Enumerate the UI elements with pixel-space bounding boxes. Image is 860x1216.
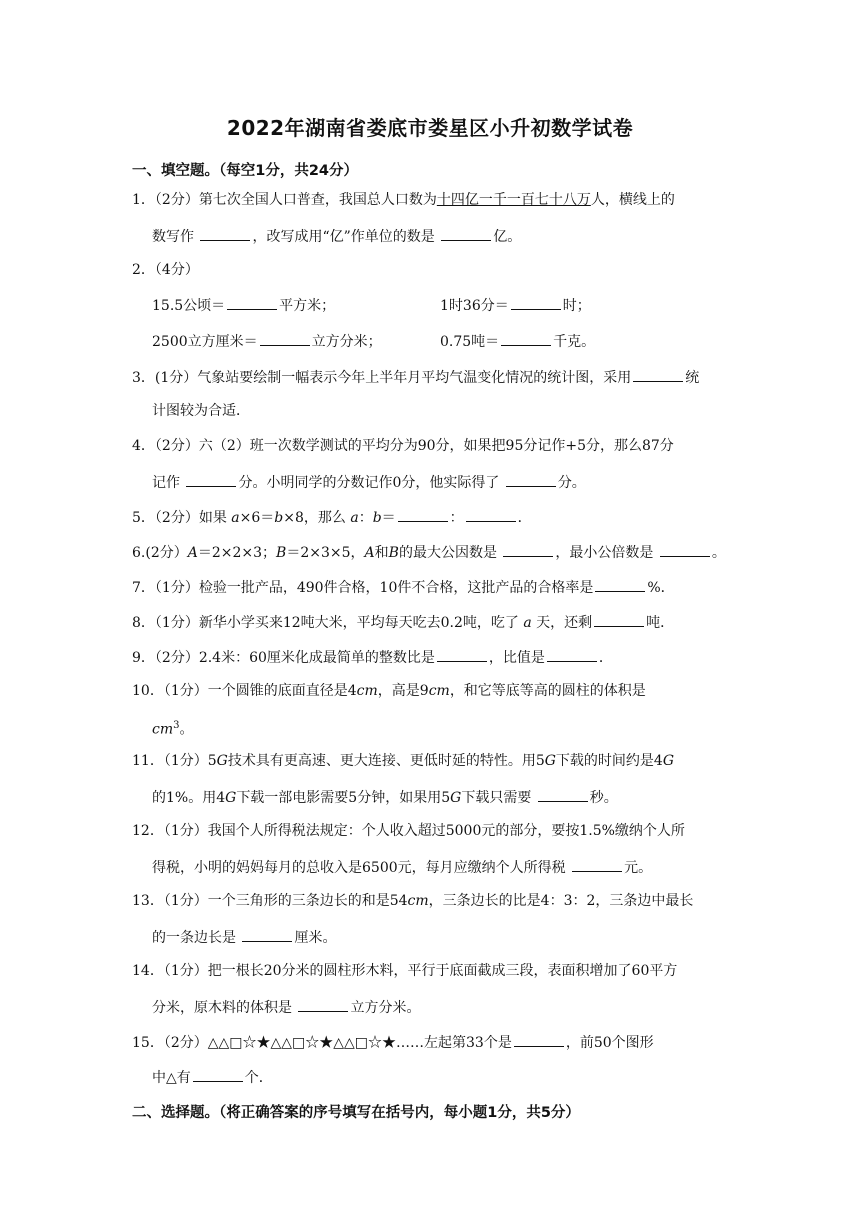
section-multiple-choice: 二、选择题。（将正确答案的序号填写在括号内，每小题1分，共5分） bbox=[132, 1105, 580, 1121]
answer-blank[interactable] bbox=[227, 294, 277, 310]
answer-blank[interactable] bbox=[437, 646, 487, 662]
question-10-line-1: 10．（1分）一个圆锥的底面直径是4cm，高是9cm，和它等底等高的圆柱的体积是 bbox=[132, 683, 646, 699]
question-3-line-2: 计图较为合适． bbox=[152, 403, 250, 419]
question-13-line-2: 的一条边长是 厘米。 bbox=[152, 926, 336, 948]
answer-blank[interactable] bbox=[242, 926, 292, 942]
section-fill-in: 一、填空题。（每空1分，共24分） bbox=[132, 163, 359, 179]
answer-blank[interactable] bbox=[200, 225, 250, 241]
question-12-line-2: 得税，小明的妈妈每月的总收入是6500元，每月应缴纳个人所得税 元。 bbox=[152, 856, 652, 878]
question-9: 9．（2分）2.4米：60厘米化成最简单的整数比是 ，比值是 ． bbox=[132, 646, 613, 668]
question-2-head: 2．（4分） bbox=[132, 262, 199, 278]
underlined-number: 十四亿一千一百七十八万 bbox=[436, 192, 591, 208]
question-1-line-2: 数写作 ，改写成用“亿”作单位的数是 亿。 bbox=[152, 225, 521, 247]
question-1-line-1: 1．（2分）第七次全国人口普查，我国总人口数为十四亿一千一百七十八万人，横线上的 bbox=[132, 192, 675, 208]
answer-blank[interactable] bbox=[503, 541, 553, 557]
answer-blank[interactable] bbox=[398, 506, 448, 522]
question-3-line-1: 3．(1分）气象站要绘制一幅表示今年上半年月平均气温变化情况的统计图，采用 统 bbox=[132, 366, 699, 388]
answer-blank[interactable] bbox=[193, 1066, 243, 1082]
question-10-line-2: $cm^3$。 bbox=[152, 720, 194, 738]
answer-blank[interactable] bbox=[594, 611, 644, 627]
question-4-line-1: 4．（2分）六（2）班一次数学测试的平均分为90分，如果把95分记作+5分，那么87分 bbox=[132, 438, 674, 454]
question-13-line-1: 13．（1分）一个三角形的三条边长的和是54cm，三条边长的比是4：3：2，三条边中最长 bbox=[132, 893, 694, 909]
answer-blank[interactable] bbox=[441, 225, 491, 241]
question-2-row-2: 2500立方厘米＝ 立方分米； bbox=[152, 330, 382, 352]
question-15-line-1: 15．（2分）△△□☆★△△□☆★△△□☆★……左起第33个是 ，前50个图形 bbox=[132, 1031, 654, 1053]
question-11-line-2: 的1%。用4G下载一部电影需要5分钟，如果用5G下载只需要 秒。 bbox=[152, 786, 618, 808]
question-15-line-2: 中△有 个． bbox=[152, 1066, 273, 1088]
answer-blank[interactable] bbox=[660, 541, 710, 557]
question-11-line-1: 11．（1分）5G技术具有更高速、更大连接、更低时延的特性。用5G下载的时间约是4G bbox=[132, 753, 675, 769]
answer-blank[interactable] bbox=[506, 471, 556, 487]
answer-blank[interactable] bbox=[298, 996, 348, 1012]
question-5: 5．（2分）如果 a×6＝b×8，那么 a：b＝ ： ． bbox=[132, 506, 532, 528]
answer-blank[interactable] bbox=[514, 1031, 564, 1047]
page-title: 2022年湖南省娄底市娄星区小升初数学试卷 bbox=[226, 116, 634, 140]
answer-blank[interactable] bbox=[547, 646, 597, 662]
question-14-line-2: 分米，原木料的体积是 立方分米。 bbox=[152, 996, 420, 1018]
answer-blank[interactable] bbox=[466, 506, 516, 522]
answer-blank[interactable] bbox=[538, 786, 588, 802]
question-2-row-1-right: 1时36分＝ 时； bbox=[440, 294, 591, 316]
question-6: 6.(2分）A＝2×2×3；B＝2×3×5，A和B的最大公因数是 ，最小公倍数是 。 bbox=[132, 541, 726, 563]
answer-blank[interactable] bbox=[260, 330, 310, 346]
question-4-line-2: 记作 分。小明同学的分数记作0分，他实际得了 分。 bbox=[152, 471, 586, 493]
answer-blank[interactable] bbox=[633, 366, 683, 382]
answer-blank[interactable] bbox=[572, 856, 622, 872]
answer-blank[interactable] bbox=[595, 576, 645, 592]
question-14-line-1: 14．（1分）把一根长20分米的圆柱形木料，平行于底面截成三段，表面积增加了60平方 bbox=[132, 963, 678, 979]
answer-blank[interactable] bbox=[501, 330, 551, 346]
answer-blank[interactable] bbox=[511, 294, 561, 310]
answer-blank[interactable] bbox=[186, 471, 236, 487]
question-7: 7．（1分）检验一批产品，490件合格，10件不合格，这批产品的合格率是 %． bbox=[132, 576, 675, 598]
question-8: 8．（1分）新华小学买来12吨大米，平均每天吃去0.2吨，吃了 a 天，还剩 吨． bbox=[132, 611, 674, 633]
question-12-line-1: 12．（1分）我国个人所得税法规定：个人收入超过5000元的部分，要按1.5%缴纳个人所 bbox=[132, 823, 685, 839]
question-2-row-1: 15.5公顷＝ 平方米； bbox=[152, 294, 335, 316]
question-2-row-2-right: 0.75吨＝ 千克。 bbox=[440, 330, 595, 352]
